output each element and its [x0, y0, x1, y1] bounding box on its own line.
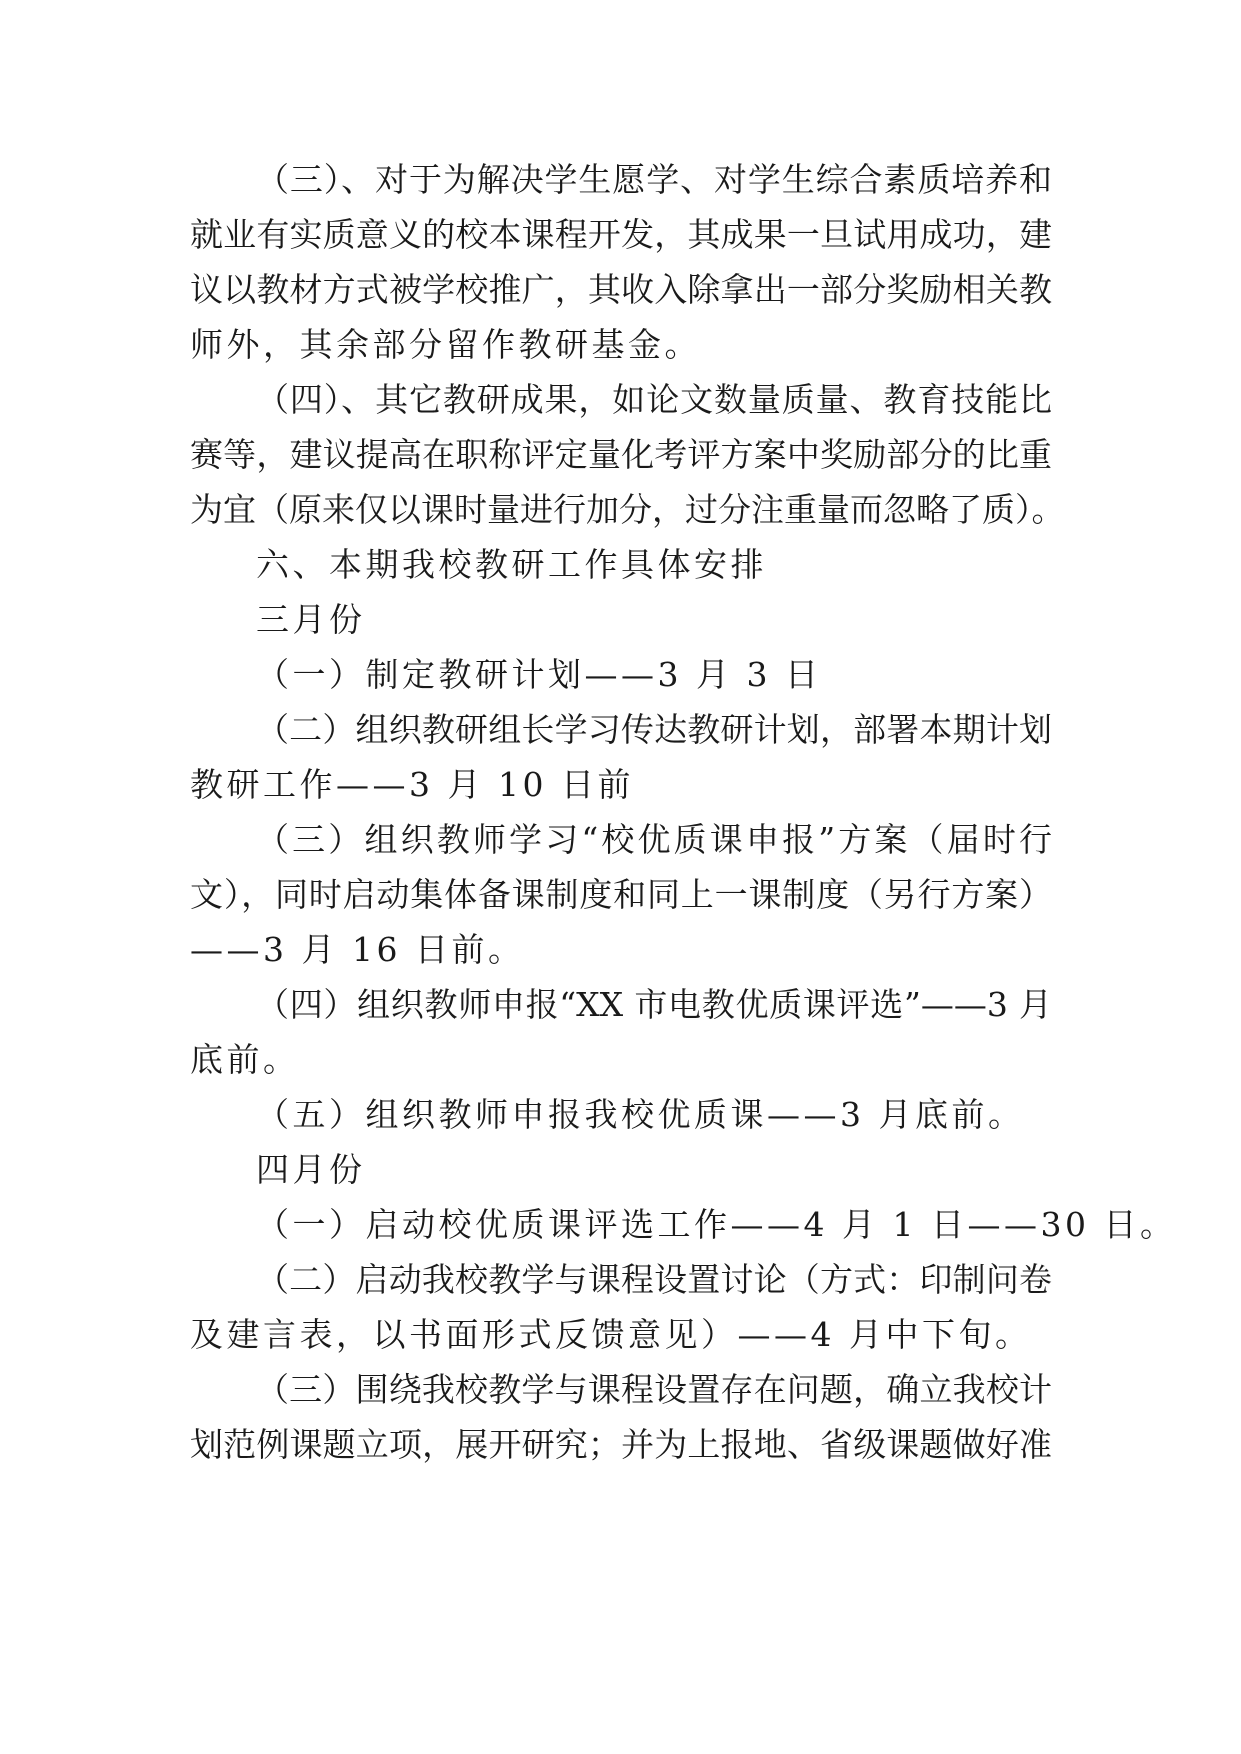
list-item-continuation: 划范例课题立项，展开研究；并为上报地、省级课题做好准	[190, 1425, 1052, 1464]
list-item: （五）组织教师申报我校优质课——3 月底前。	[256, 1095, 1025, 1134]
paragraph-line: 赛等，建议提高在职称评定量化考评方案中奖励部分的比重	[190, 435, 1052, 474]
paragraph-line: 师外，其余部分留作教研基金。	[190, 325, 701, 364]
month-heading: 三月份	[256, 600, 366, 639]
list-item: （三）围绕我校教学与课程设置存在问题，确立我校计	[256, 1370, 1052, 1409]
list-item-continuation: 及建言表，以书面形式反馈意见）——4 月中下旬。	[190, 1315, 1032, 1354]
paragraph-line: 为宜（原来仅以课时量进行加分，过分注重量而忽略了质）。	[190, 490, 1065, 529]
section-heading: 六、本期我校教研工作具体安排	[256, 545, 767, 584]
list-item: （二）启动我校教学与课程设置讨论（方式：印制问卷	[256, 1260, 1052, 1299]
paragraph-line: （三）、对于为解决学生愿学、对学生综合素质培养和	[256, 160, 1052, 199]
list-item: （一）制定教研计划——3 月 3 日	[256, 655, 822, 694]
paragraph-line: 就业有实质意义的校本课程开发，其成果一旦试用成功，建	[190, 215, 1052, 254]
list-item-continuation: 教研工作——3 月 10 日前	[190, 765, 634, 804]
list-item-continuation: 底前。	[190, 1040, 300, 1079]
list-item-continuation: ——3 月 16 日前。	[190, 930, 525, 969]
list-item: （三）组织教师学习“校优质课申报”方案（届时行	[256, 820, 1052, 859]
list-item-continuation: 文），同时启动集体备课制度和同上一课制度（另行方案）	[190, 875, 1052, 914]
list-item: （二）组织教研组长学习传达教研计划，部署本期计划	[256, 710, 1052, 749]
list-item: （四）组织教师申报“XX 市电教优质课评选”——3 月	[256, 985, 1052, 1024]
month-heading: 四月份	[256, 1150, 366, 1189]
list-item: （一）启动校优质课评选工作——4 月 1 日——30 日。	[256, 1205, 1177, 1244]
paragraph-line: 议以教材方式被学校推广，其收入除拿出一部分奖励相关教	[190, 270, 1052, 309]
paragraph-line: （四）、其它教研成果，如论文数量质量、教育技能比	[256, 380, 1052, 419]
